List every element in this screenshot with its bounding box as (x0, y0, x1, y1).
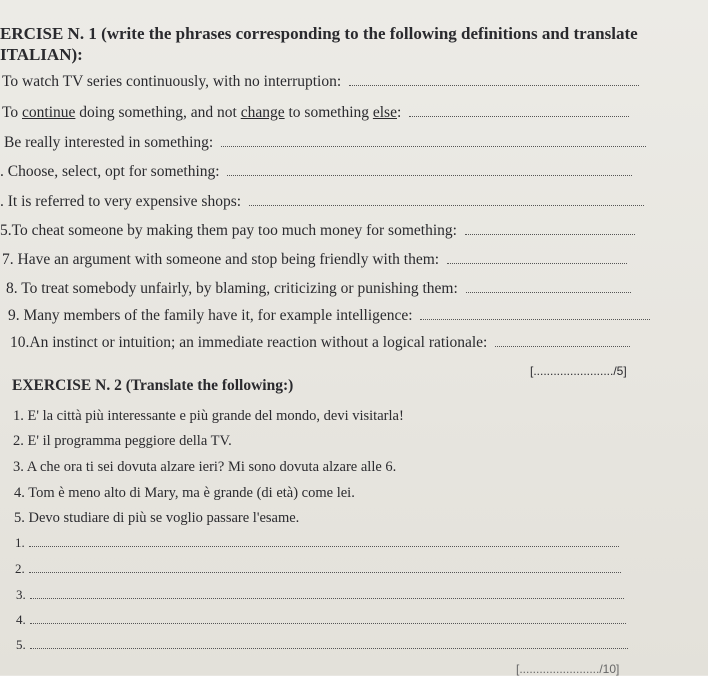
exercise1-item-4 (0, 163, 632, 181)
exercise1-item-9 (8, 307, 650, 325)
answer-blank[interactable] (409, 115, 629, 117)
answer-blank[interactable] (420, 318, 650, 320)
exercise1-item-1 (2, 73, 639, 91)
answer-blank[interactable] (30, 647, 628, 649)
exercise1-item-8 (6, 280, 631, 298)
exercise2-answer-2 (15, 561, 621, 577)
exercise2-sentence-4: 4. Tom è meno alto di Mary, ma è grande (di età) come lei. (14, 485, 355, 501)
answer-blank[interactable] (447, 262, 627, 264)
exercise2-answer-5 (16, 637, 628, 653)
answer-label: 4. (16, 612, 26, 627)
answer-blank[interactable] (29, 571, 621, 573)
exercise2-score: [......................../10] (516, 662, 620, 676)
exercise2-title: EXERCISE N. 2 (Translate the following:) (12, 377, 294, 394)
exercise2-sentence-2: 2. E' il programma peggiore della TV. (13, 433, 232, 449)
answer-label: 5. (16, 637, 26, 652)
exercise2-answer-4 (16, 612, 626, 628)
exercise1-item-3 (4, 134, 646, 152)
exercise2-sentence-3: 3. A che ora ti sei dovuta alzare ieri? Mi sono dovuta alzare alle 6. (13, 459, 397, 475)
answer-blank[interactable] (495, 345, 630, 347)
exercise1-item-7 (2, 251, 627, 269)
exercise1-score: [......................../5] (530, 364, 627, 378)
item-text: . It is referred to very expensive shops: (0, 193, 245, 210)
exercise1-title-line1: ERCISE N. 1 (write the phrases corresponding to the following definitions and translate (0, 24, 638, 43)
item-text: 5.To cheat someone by making them pay too much money for something: (0, 222, 461, 239)
item-text: To watch TV series continuously, with no interruption: (2, 73, 346, 90)
exercise1-item-10 (10, 334, 630, 352)
exercise2-answer-3 (16, 587, 624, 603)
item-text: . Choose, select, opt for something: (0, 163, 224, 180)
exercise2-sentence-1: 1. E' la città più interessante e più grande del mondo, devi visitarla! (13, 408, 404, 424)
answer-blank[interactable] (221, 145, 646, 147)
item-text: 7. Have an argument with someone and stop being friendly with them: (2, 251, 443, 268)
answer-blank[interactable] (227, 174, 632, 176)
answer-blank[interactable] (30, 597, 624, 599)
exercise1-title-line2: ITALIAN): (0, 45, 83, 64)
item-text: To continue doing something, and not change to something else: (2, 104, 406, 121)
exercise1-item-5 (0, 193, 644, 211)
exercise2-answer-1 (15, 535, 619, 551)
answer-blank[interactable] (349, 84, 639, 86)
exercise1-item-2 (2, 104, 629, 122)
item-text: Be really interested in something: (4, 134, 218, 151)
answer-blank[interactable] (466, 291, 631, 293)
answer-blank[interactable] (465, 233, 635, 235)
answer-label: 3. (16, 587, 26, 602)
exercise2-sentence-5: 5. Devo studiare di più se voglio passare l'esame. (14, 510, 300, 526)
answer-blank[interactable] (30, 622, 626, 624)
item-text: 10.An instinct or intuition; an immediate reaction without a logical rationale: (10, 334, 492, 351)
answer-blank[interactable] (29, 545, 619, 547)
item-text: 9. Many members of the family have it, for example intelligence: (8, 307, 417, 324)
answer-blank[interactable] (249, 204, 644, 206)
item-text: 8. To treat somebody unfairly, by blaming, criticizing or punishing them: (6, 280, 462, 297)
exercise1-item-6 (0, 222, 635, 240)
answer-label: 1. (15, 535, 25, 550)
answer-label: 2. (15, 561, 25, 576)
